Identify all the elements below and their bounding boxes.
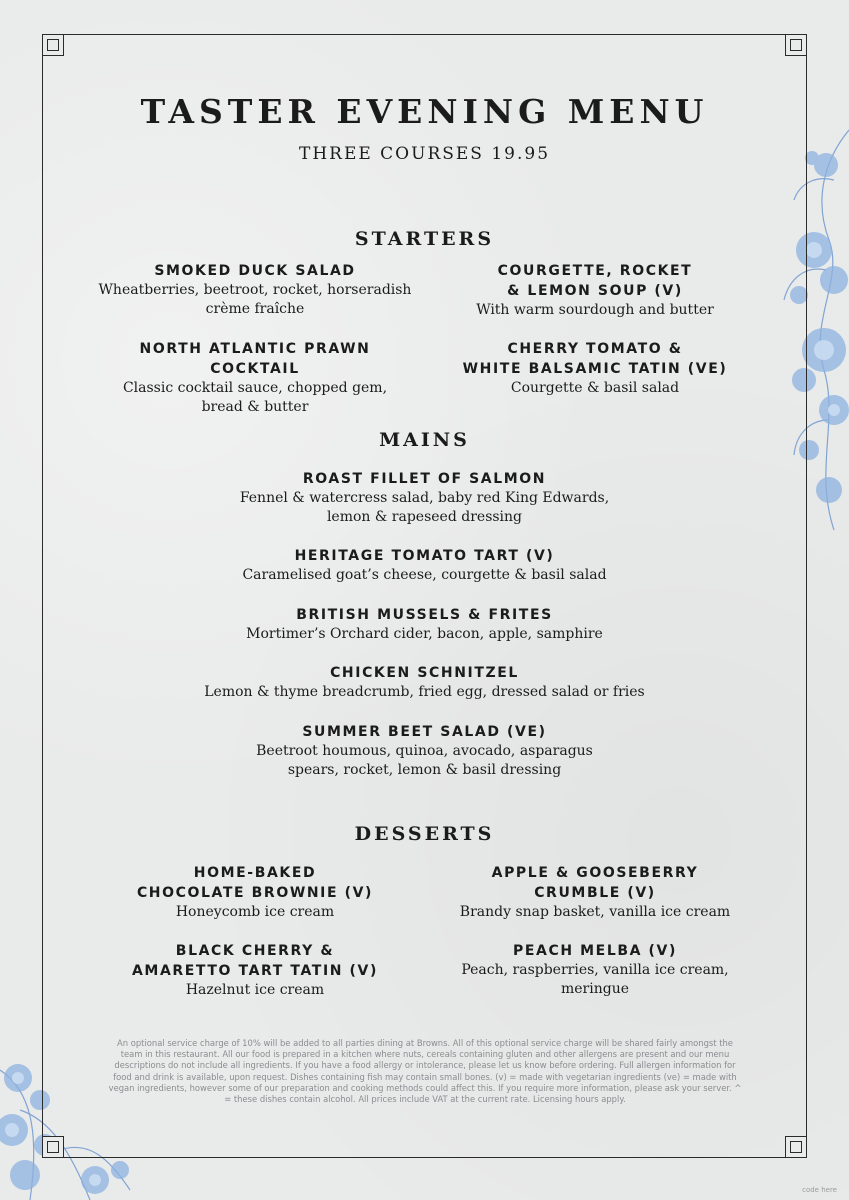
corner-ornament-icon — [785, 1136, 807, 1158]
dish-name: CHERRY TOMATO & WHITE BALSAMIC TATIN (VE) — [462, 341, 728, 377]
dish-name: BLACK CHERRY & AMARETTO TART TATIN (V) — [131, 943, 378, 979]
dish-description: Mortimer’s Orchard cider, bacon, apple, samphire — [246, 626, 603, 642]
dish-name: SMOKED DUCK SALAD — [154, 263, 356, 279]
corner-ornament-icon — [785, 34, 807, 56]
dish-description: Beetroot houmous, quinoa, avocado, asparagus spears, rocket, lemon & basil dressing — [256, 743, 593, 778]
dessert-item — [95, 941, 415, 1000]
dessert-item — [440, 941, 750, 999]
starter-item — [95, 339, 415, 417]
dish-name: ROAST FILLET OF SALMON — [302, 471, 547, 487]
dessert-item — [440, 863, 750, 922]
dish-name: SUMMER BEET SALAD (VE) — [302, 724, 547, 740]
dish-description: Fennel & watercress salad, baby red King Edwards, lemon & rapeseed dressing — [239, 490, 610, 525]
dish-name: PEACH MELBA (V) — [513, 943, 677, 959]
main-item — [150, 546, 699, 585]
code-label: code here — [802, 1186, 837, 1194]
main-item — [150, 722, 699, 780]
dish-description: Wheatberries, beetroot, rocket, horseradish crème fraîche — [98, 282, 412, 317]
starter-item — [95, 261, 415, 319]
dish-description: Honeycomb ice cream — [175, 904, 335, 920]
starters-heading: STARTERS — [354, 228, 495, 250]
dish-name: COURGETTE, ROCKET & LEMON SOUP (V) — [497, 263, 693, 299]
main-item — [150, 469, 699, 527]
main-item — [150, 663, 699, 702]
dessert-item — [95, 863, 415, 922]
corner-ornament-icon — [42, 1136, 64, 1158]
dish-description: Brandy snap basket, vanilla ice cream — [459, 904, 731, 920]
starter-item — [440, 339, 750, 398]
dish-name: BRITISH MUSSELS & FRITES — [296, 607, 553, 623]
dish-description: Caramelised goat’s cheese, courgette & basil salad — [242, 567, 607, 583]
dish-description: Courgette & basil salad — [510, 380, 680, 396]
main-item — [150, 605, 699, 644]
menu-price-subtitle: THREE COURSES 19.95 — [298, 144, 551, 164]
dish-name: CHICKEN SCHNITZEL — [330, 665, 519, 681]
mains-heading: MAINS — [379, 429, 470, 451]
allergen-footnote: An optional service charge of 10% will be added to all parties dining at Browns. All of this optional service charge will be shared fairly amongst the team in this restaurant. All our food is prepared in a kitchen where nuts, cereals containing gluten and other allergens are present and our menu descriptions do not include all ingredients. If you have a food allergy or intolerance, please let us know before ordering. Full allergen information for food and drink is available, upon request. Dishes containing fish may contain small bones. (v) = made with vegetarian ingredients (ve) = made with vegan ingredients, however some of our preparation and cooking methods could affect this. If you require more information, please ask your server. ^ = these dishes contain alcohol. All prices include VAT at the current rate. Licensing hours apply. — [108, 1038, 742, 1105]
desserts-heading: DESSERTS — [354, 823, 495, 845]
starter-item — [440, 261, 750, 320]
dish-description: Hazelnut ice cream — [185, 982, 325, 998]
dish-description: Classic cocktail sauce, chopped gem, bread & butter — [122, 380, 388, 415]
dish-description: Lemon & thyme breadcrumb, fried egg, dressed salad or fries — [204, 684, 645, 700]
menu-title: TASTER EVENING MENU — [140, 92, 709, 131]
dish-name: HOME-BAKED CHOCOLATE BROWNIE (V) — [136, 865, 374, 901]
dish-description: Peach, raspberries, vanilla ice cream, meringue — [461, 962, 729, 997]
dish-description: With warm sourdough and butter — [476, 302, 714, 318]
dish-name: HERITAGE TOMATO TART (V) — [294, 548, 555, 564]
dish-name: NORTH ATLANTIC PRAWN COCKTAIL — [139, 341, 371, 377]
dish-name: APPLE & GOOSEBERRY CRUMBLE (V) — [491, 865, 699, 901]
corner-ornament-icon — [42, 34, 64, 56]
